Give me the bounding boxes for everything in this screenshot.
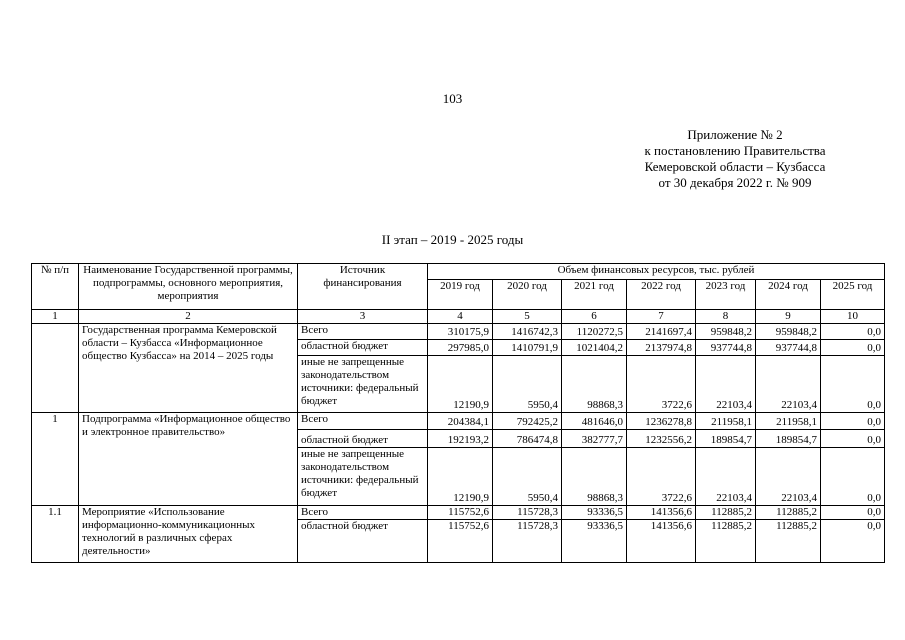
value-cell: 98868,3 [562,356,627,413]
column-index: 2 [79,310,298,324]
value-cell: 115728,3 [493,520,562,563]
value-cell: 792425,2 [493,413,562,430]
header-year: 2025 год [821,280,885,310]
value-cell: 93336,5 [562,506,627,520]
value-cell: 0,0 [821,430,885,448]
value-cell: 98868,3 [562,448,627,506]
value-cell: 0,0 [821,356,885,413]
financing-table [31,263,885,563]
value-cell: 959848,2 [696,324,756,340]
value-cell: 937744,8 [756,340,821,356]
column-index: 10 [821,310,885,324]
row-number: 1.1 [32,506,79,563]
row-number: 1 [32,413,79,506]
stage-title: II этап – 2019 - 2025 годы [381,232,524,247]
column-index: 5 [493,310,562,324]
value-cell: 2141697,4 [627,324,696,340]
header-year: 2023 год [696,280,756,310]
value-cell: 12190,9 [428,356,493,413]
column-index: 4 [428,310,493,324]
value-cell: 141356,6 [627,520,696,563]
row-name: Подпрограмма «Информационное общество и электронное правительство» [79,413,298,506]
table-row [32,506,885,520]
column-index: 1 [32,310,79,324]
value-cell: 5950,4 [493,448,562,506]
value-cell: 189854,7 [696,430,756,448]
row-source: областной бюджет [298,340,428,356]
value-cell: 22103,4 [696,448,756,506]
table-row [32,413,885,430]
value-cell: 22103,4 [756,448,821,506]
row-source: областной бюджет [298,520,428,563]
header-name: Наименование Государственной программы, подпрограммы, основного мероприятия, мероприятия [79,264,298,310]
appendix-header [560,127,905,191]
value-cell: 3722,6 [627,356,696,413]
value-cell: 112885,2 [756,506,821,520]
value-cell: 310175,9 [428,324,493,340]
row-source: Всего [298,506,428,520]
column-index: 9 [756,310,821,324]
value-cell: 2137974,8 [627,340,696,356]
appendix-line-1: Приложение № 2 [687,127,783,142]
value-cell: 189854,7 [756,430,821,448]
value-cell: 1410791,9 [493,340,562,356]
value-cell: 481646,0 [562,413,627,430]
value-cell: 0,0 [821,413,885,430]
header-year: 2021 год [562,280,627,310]
row-source: областной бюджет [298,430,428,448]
table-row [32,324,885,340]
value-cell: 0,0 [821,506,885,520]
value-cell: 192193,2 [428,430,493,448]
row-source: иные не запрещенные законодательством источники: федеральный бюджет [298,448,428,506]
value-cell: 112885,2 [756,520,821,563]
header-year: 2024 год [756,280,821,310]
value-cell: 115752,6 [428,506,493,520]
value-cell: 937744,8 [696,340,756,356]
value-cell: 211958,1 [756,413,821,430]
row-name: Государственная программа Кемеровской области – Кузбасса «Информационное общество Кузбасса» на 2014 – 2025 годы [79,324,298,413]
value-cell: 3722,6 [627,448,696,506]
value-cell: 1021404,2 [562,340,627,356]
value-cell: 382777,7 [562,430,627,448]
value-cell: 12190,9 [428,448,493,506]
column-index: 3 [298,310,428,324]
column-index-row [32,310,885,324]
value-cell: 786474,8 [493,430,562,448]
value-cell: 22103,4 [756,356,821,413]
column-index: 8 [696,310,756,324]
row-number [32,324,79,413]
value-cell: 115728,3 [493,506,562,520]
header-year: 2019 год [428,280,493,310]
column-index: 7 [627,310,696,324]
header-year: 2020 год [493,280,562,310]
row-source: Всего [298,324,428,340]
row-source: иные не запрещенные законодательством источники: федеральный бюджет [298,356,428,413]
value-cell: 112885,2 [696,506,756,520]
value-cell: 93336,5 [562,520,627,563]
value-cell: 5950,4 [493,356,562,413]
header-volume: Объем финансовых ресурсов, тыс. рублей [428,264,885,280]
value-cell: 211958,1 [696,413,756,430]
value-cell: 1120272,5 [562,324,627,340]
value-cell: 204384,1 [428,413,493,430]
value-cell: 0,0 [821,340,885,356]
header-num: № п/п [32,264,79,310]
appendix-line-2: к постановлению Правительства [644,143,826,158]
value-cell: 959848,2 [756,324,821,340]
value-cell: 0,0 [821,324,885,340]
page-number: 103 [442,91,463,106]
row-source: Всего [298,413,428,430]
appendix-line-4: от 30 декабря 2022 г. № 909 [658,175,812,190]
row-name: Мероприятие «Использование информационно-коммуникационных технологий в различных сферах деятельности» [79,506,298,563]
value-cell: 141356,6 [627,506,696,520]
value-cell: 1416742,3 [493,324,562,340]
value-cell: 112885,2 [696,520,756,563]
value-cell: 1232556,2 [627,430,696,448]
column-index: 6 [562,310,627,324]
value-cell: 0,0 [821,520,885,563]
value-cell: 115752,6 [428,520,493,563]
header-source: Источник финансирования [298,264,428,310]
value-cell: 1236278,8 [627,413,696,430]
appendix-line-3: Кемеровской области – Кузбасса [644,159,826,174]
value-cell: 0,0 [821,448,885,506]
header-year: 2022 год [627,280,696,310]
value-cell: 297985,0 [428,340,493,356]
value-cell: 22103,4 [696,356,756,413]
